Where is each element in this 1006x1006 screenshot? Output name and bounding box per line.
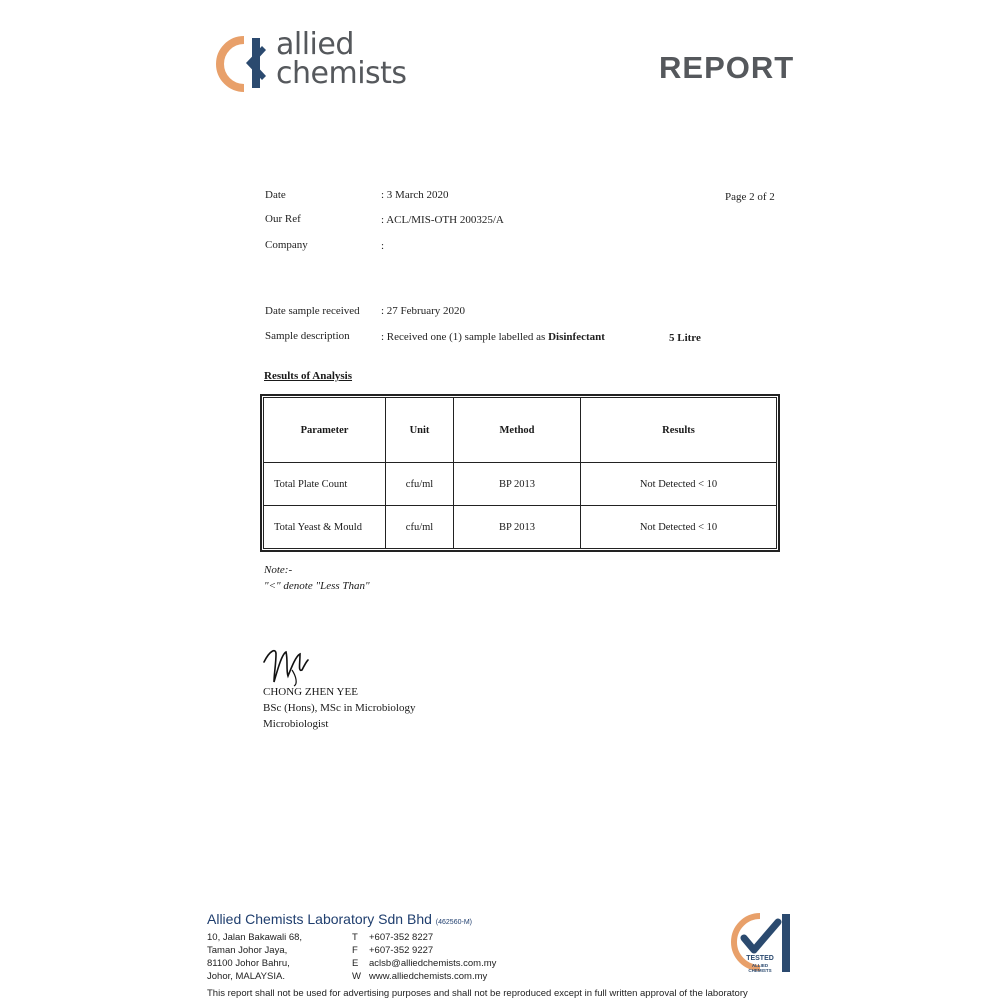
seal-line-2: ALLIED (751, 963, 769, 968)
cell-result: Not Detected < 10 (581, 506, 777, 549)
cell-parameter: Total Yeast & Mould (264, 506, 386, 549)
contact-phone (352, 931, 496, 944)
page-number: Page 2 of 2 (725, 191, 775, 203)
contact-key: T (352, 932, 358, 943)
table-header-row (264, 398, 777, 463)
header-method: Method (454, 398, 581, 463)
table-row (264, 506, 777, 549)
signer-name: CHONG ZHEN YEE (263, 686, 358, 698)
ref-label: Our Ref (265, 213, 301, 225)
signer-role: Microbiologist (263, 718, 329, 730)
header-unit: Unit (386, 398, 454, 463)
contact-fax (352, 944, 496, 957)
note-heading: Note:- (264, 564, 293, 576)
logo-line-2: chemists (276, 56, 407, 91)
footer-company: Allied Chemists Laboratory Sdn Bhd (207, 911, 432, 927)
description-prefix: : Received one (1) sample labelled as (381, 331, 549, 343)
address-line: 10, Jalan Bakawali 68, (207, 932, 303, 943)
address-line: Johor, MALAYSIA. (207, 971, 285, 982)
contact-key: E (352, 958, 359, 969)
signer-qualification: BSc (Hons), MSc in Microbiology (263, 702, 416, 714)
footer-contacts (352, 931, 496, 983)
description-value (381, 331, 605, 343)
address-line: Taman Johor Jaya, (207, 945, 288, 956)
address-line: 81100 Johor Bahru, (207, 958, 290, 969)
tested-seal-icon (730, 910, 794, 976)
company-value: : (381, 240, 385, 252)
footer-address (207, 931, 302, 983)
company-logo-icon (210, 32, 272, 94)
ref-value: : ACL/MIS-OTH 200325/A (381, 214, 504, 226)
date-label: Date (265, 189, 286, 201)
description-label: Sample description (265, 330, 350, 342)
registration-number: (462560-M) (435, 919, 472, 926)
contact-key: F (352, 945, 358, 956)
header-results: Results (581, 398, 777, 463)
cell-method: BP 2013 (454, 506, 581, 549)
cell-parameter: Total Plate Count (264, 463, 386, 506)
signer-block (263, 684, 415, 732)
note (264, 562, 370, 594)
results-title: Results of Analysis (264, 370, 353, 382)
date-value: : 3 March 2020 (381, 189, 449, 201)
note-text: "<" denote "Less Than" (264, 580, 370, 592)
contact-value[interactable]: aclsb@alliedchemists.com.my (369, 958, 497, 969)
received-value: : 27 February 2020 (381, 305, 466, 317)
contact-value[interactable]: www.alliedchemists.com.my (369, 971, 488, 982)
results-table (260, 394, 780, 552)
seal-line-3: CHEMISTS (748, 968, 772, 973)
contact-key: W (352, 971, 361, 982)
cell-unit: cfu/ml (386, 506, 454, 549)
cell-method: BP 2013 (454, 463, 581, 506)
footer-company-name (207, 911, 472, 927)
sample-volume: 5 Litre (669, 332, 701, 344)
company-label: Company (265, 239, 308, 251)
report-title: REPORT (659, 50, 795, 85)
table-row (264, 463, 777, 506)
sample-name: Disinfectant (548, 331, 605, 343)
seal-line-1: TESTED (746, 955, 774, 962)
contact-website (352, 970, 496, 983)
header-parameter: Parameter (264, 398, 386, 463)
received-label: Date sample received (265, 305, 360, 317)
contact-value: +607-352 8227 (369, 932, 434, 943)
company-logo-text (276, 27, 407, 91)
contact-email (352, 957, 496, 970)
cell-unit: cfu/ml (386, 463, 454, 506)
logo-line-1: allied (276, 27, 354, 62)
contact-value: +607-352 9227 (369, 945, 434, 956)
signature-icon (262, 640, 320, 688)
cell-result: Not Detected < 10 (581, 463, 777, 506)
footer-disclaimer: This report shall not be used for advertising purposes and shall not be reproduced except in full written approval of the laboratory (207, 988, 748, 999)
